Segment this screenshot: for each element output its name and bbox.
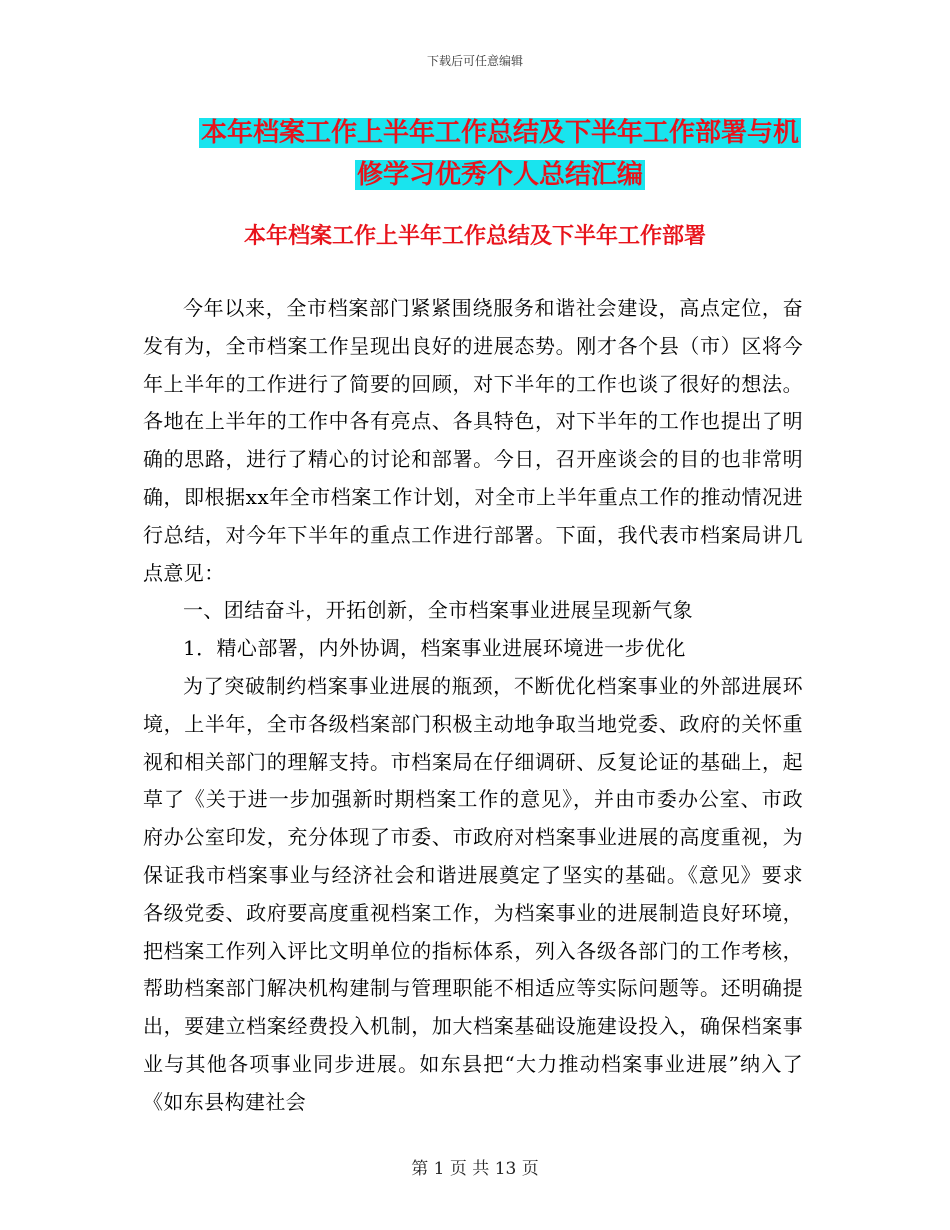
document-body bbox=[143, 290, 803, 1122]
paragraph-heading: 一、团结奋斗，开拓创新，全市档案事业进展呈现新气象 bbox=[183, 598, 693, 623]
document-title-line-2: 修学习优秀个人总结汇编 bbox=[356, 160, 643, 190]
page-number: 第 1 页 共 13 页 bbox=[411, 1159, 539, 1179]
paragraph: 今年以来，全市档案部门紧紧围绕服务和谐社会建设，高点定位，奋发有为，全市档案工作呈现出良好的进展态势。刚才各个县（市）区将今年上半年的工作进行了简要的回顾，对下半年的工作也谈了很好的想法。各地在上半年的工作中各有亮点、各具特色，对下半年的工作也提出了明确的思路，进行了精心的讨论和部署。今日，召开座谈会的目的也非常明确，即根据xx年全市档案工作计划，对全市上半年重点工作的推动情况进行总结，对今年下半年的重点工作进行部署。下面，我代表市档案局讲几点意见： bbox=[143, 296, 803, 585]
paragraph-subheading: 1．精心部署，内外协调，档案事业进展环境进一步优化 bbox=[183, 636, 686, 661]
page-header-note: 下载后可任意编辑 bbox=[426, 54, 523, 68]
section-title: 本年档案工作上半年工作总结及下半年工作部署 bbox=[243, 224, 706, 249]
document-title bbox=[100, 112, 900, 196]
paragraph: 为了突破制约档案事业进展的瓶颈，不断优化档案事业的外部进展环境，上半年，全市各级档案部门积极主动地争取当地党委、政府的关怀重视和相关部门的理解支持。市档案局在仔细调研、反复论证的基础上，起草了《关于进一步加强新时期档案工作的意见》，并由市委办公室、市政府办公室印发，充分体现了市委、市政府对档案事业进展的高度重视，为保证我市档案事业与经济社会和谐进展奠定了坚实的基础。《意见》要求各级党委、政府要高度重视档案工作，为档案事业的进展制造良好环境，把档案工作列入评比文明单位的指标体系，列入各级各部门的工作考核，帮助档案部门解决机构建制与管理职能不相适应等实际问题等。还明确提出，要建立档案经费投入机制，加大档案基础设施建设投入，确保档案事业与其他各项事业同步进展。如东县把“大力推动档案事业进展”纳入了《如东县构建社会 bbox=[143, 673, 803, 1114]
document-title-line-1: 本年档案工作上半年工作总结及下半年工作部署与机 bbox=[200, 118, 799, 148]
